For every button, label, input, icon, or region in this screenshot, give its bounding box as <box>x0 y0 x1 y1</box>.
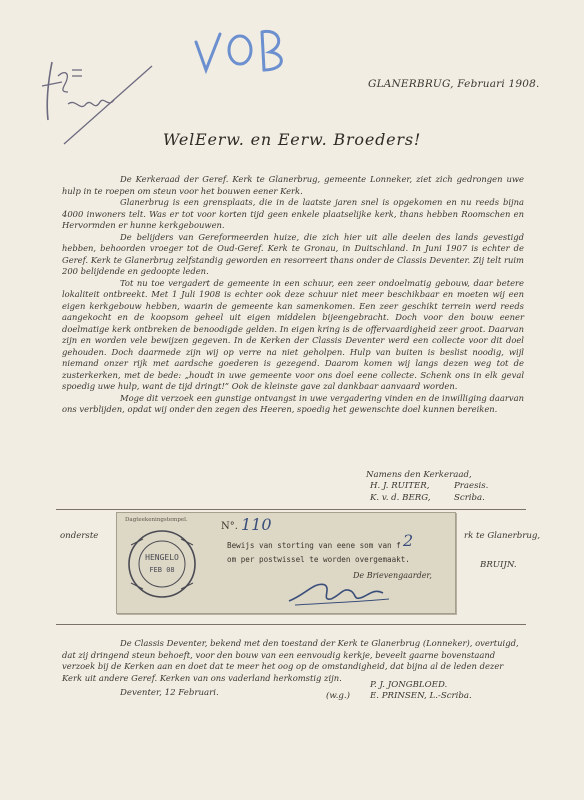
blue-crayon-annotation <box>190 26 300 82</box>
receipt-line: om per postwissel te worden overgemaakt. <box>227 555 410 564</box>
signer-name: H. J. RUITER, <box>370 481 430 492</box>
wg-mark: (w.g.) <box>326 691 351 702</box>
signer-role: Praesis. <box>454 481 489 492</box>
receipt-amount: 2 <box>403 531 414 550</box>
handwritten-signature <box>285 575 405 609</box>
salutation: WelEerw. en Eerw. Broeders! <box>162 130 422 149</box>
receipt-nr-value: 110 <box>241 515 272 534</box>
signer-name: P. J. JONGBLOED. <box>370 680 448 690</box>
paragraph: Moge dit verzoek een gunstige ontvangst in uwe vergadering vinden en de inwilliging daarvan ons verblijden, opdat wij onder den zegen des Heeren, spoedig het gewenschte doel kunnen bereiken. <box>62 392 524 414</box>
paragraph: De Kerkeraad der Geref. Kerk te Glanerbrug, gemeente Lonneker, ziet zich gedrongen uwe hulp in te roepen om steun voor het bouwen eener Kerk. <box>62 174 524 196</box>
signer-role: Scriba. <box>454 492 485 503</box>
signer-name: K. v. d. BERG, <box>370 492 431 503</box>
divider <box>56 509 526 510</box>
signature-block <box>366 470 489 504</box>
postal-receipt <box>116 512 456 614</box>
signer-name: E. PRINSEN, L.-Scriba. <box>370 691 472 702</box>
receipt-line: Bewijs van storting van eene som van f <box>227 541 401 550</box>
printer-note: Dagteekeningstempel. <box>125 517 188 523</box>
receipt-nr-label: N°. <box>221 521 238 532</box>
stamp-date: FEB 08 <box>149 566 175 574</box>
closing-signatures <box>326 680 472 703</box>
date-line: GLANERBRUG, Februari 1908. <box>368 78 540 90</box>
clerk-label: De Brievengaarder, <box>353 571 432 580</box>
letter-body <box>62 174 524 416</box>
classis-endorsement <box>62 638 524 684</box>
stamp-text: HENGELO <box>145 553 179 562</box>
partial-text-left: onderste <box>60 531 99 541</box>
closing-date: Deventer, 12 Februari. <box>120 688 219 698</box>
paragraph: Tot nu toe vergadert de gemeente in een schuur, een zeer ondoelmatig gebouw, daar betere lokaliteit ontbreekt. Met 1 Juli 1908 is echter ook deze schuur niet meer beschikbaar en moeten wij een eigen kerkgebouw hebben, waarin de gemeente kan samenkomen. Een zeer geschikt terrein werd reeds aangekocht en de koopsom geheel uit eigen middelen bijeengebracht. Doch voor den bouw eener doelmatige kerk ontbreken de benoodigde gelden. In eigen kring is de offervaardigheid zeer groot. Daarvan zijn en worden vele bewijzen gegeven. In de Kerken der Classis Deventer werd een collecte voor dit doel gehouden. Doch daarmede zijn wij op verre na niet geholpen. Hulp van buiten is beslist noodig, wijl niemand onzer rijk met aardsche goederen is gezegend. Daarom komen wij langs dezen weg tot de zusterkerken, met de bede: „houdt in uwe gemeente voor ons doel eene collecte. Schenk ons in elk geval spoedig uwe hulp, want de tijd dringt!” Ook de kleinste gave zal dankbaar aanvaard worden. <box>62 277 524 391</box>
postmark-stamp-icon <box>123 525 201 603</box>
partial-text-right: rk te Glanerbrug, <box>464 531 541 541</box>
paragraph: De Classis Deventer, bekend met den toestand der Kerk te Glanerbrug (Lonneker), overtuigd, dat zij dringend steun behoeft, voor den bouw van een eenvoudig kerkje, beveelt gaarne bovenstaand verzoek bij de Kerken aan en doet dat te meer het oog op de omstandigheid, dat bijna al de leden dezer Kerk uit andere Geref. Kerken van ons vaderland herkomstig zijn. <box>62 638 519 683</box>
divider <box>56 624 526 625</box>
paragraph: De belijders van Gereformeerden huize, die zich hier uit alle deelen des lands gevestigd hebben, behoorden vroeger tot de Oud-Geref. Kerk te Gronau, in Duitschland. In Juni 1907 is echter de Geref. Kerk te Glanerbrug zelfstandig geworden en resorreert thans onder de Classis Deventer. Zij telt ruim 200 belijdende en gedoopte leden. <box>62 231 524 276</box>
partial-text-right: BRUIJN. <box>480 560 517 570</box>
paragraph: Glanerbrug is een grensplaats, die in de laatste jaren snel is opgekomen en nu reeds bijna 4000 inwoners telt. Was er tot voor korten tijd geen enkele plaatselijke kerk, thans hebben Roomschen en Hervormden er hunne kerkgebouwen. <box>62 197 524 230</box>
on-behalf-line: Namens den Kerkeraad, <box>366 470 472 480</box>
